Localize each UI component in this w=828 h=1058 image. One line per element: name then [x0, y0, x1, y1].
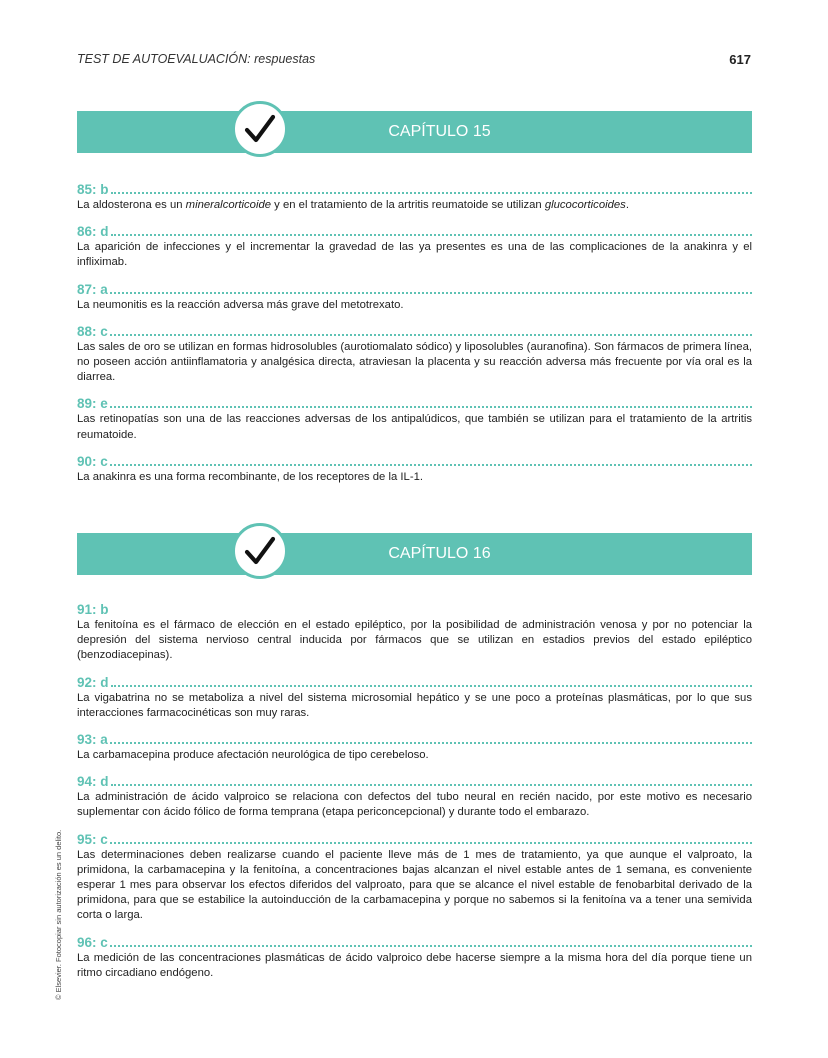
answer-text: La medición de las concentraciones plasmáticas de ácido valproico debe hacerse siempre a la misma hora del día porque tiene un ritmo circadiano endógeno. [77, 951, 752, 979]
answer-text-italic: glucocorticoides [544, 199, 626, 211]
answer-label: 93: a [77, 732, 108, 748]
running-header [77, 52, 315, 66]
answer-text: Las retinopatías son una de las reacciones adversas de los antipalúdicos, que también se utilizan para el tratamiento de la artritis reumatoide. [77, 413, 752, 441]
answer-text [77, 198, 752, 213]
answer-label: 88: c [77, 323, 108, 339]
answer-label: 96: c [77, 934, 108, 950]
answer-text-italic: mineralcorticoide [185, 199, 272, 211]
answer-text-part: y en el tratamiento de la artritis reumatoide se utilizan [271, 199, 545, 211]
answer-item [77, 730, 752, 763]
answer-text: La neumonitis es la reacción adversa más grave del metotrexato. [77, 298, 404, 311]
page-number: 617 [729, 52, 751, 67]
chapter-title: CAPÍTULO 15 [388, 123, 491, 140]
answer-item [77, 933, 752, 981]
answer-text: Las sales de oro se utilizan en formas hidrosolubles (aurotiomalato sódico) y liposolubles (auranofina). Son fármacos de primera línea, no poseen acción antiinflamatoria y analgésica directa, atraviesan la placenta y su reacción adversa más frecuente por vía oral es la diarrea. [77, 340, 752, 384]
answer-label: 85: b [77, 182, 109, 197]
answer-item [77, 180, 752, 213]
answer-label: 90: c [77, 453, 108, 469]
answer-label: 94: d [77, 774, 109, 790]
answer-item [77, 673, 752, 721]
answer-text-part: . [625, 199, 629, 211]
answer-item [77, 280, 752, 313]
answer-item [77, 602, 752, 664]
running-header-title: TEST DE AUTOEVALUACIÓN: [77, 52, 251, 66]
answer-label: 87: a [77, 281, 108, 297]
chapter-title: CAPÍTULO 16 [388, 545, 491, 562]
answer-item [77, 322, 752, 386]
answer-text: Las determinaciones deben realizarse cuando el paciente lleve más de 1 mes de tratamiento, ya que aunque el valproato, la primidona, la carbamacepina y la fenitoína, a concentraciones bajas alcanzan el nivel estable antes de 1 semana, es conveniente esperar 1 mes para observar los efectos diferidos del valproato, para que se alcance el nivel estable de fenobarbital derivado de la primidona, para que se estabilice la autoinducción de la carbamacepina y porque no sabemos si la fenitoína va a tener una semivida corta o larga. [77, 848, 752, 922]
answer-item [77, 394, 752, 442]
copyright-side-note: © Elsevier. Fotocopiar sin autorización es un delito. [54, 829, 63, 1000]
answer-text: La administración de ácido valproico se relaciona con defectos del tubo neural en recién nacido, por este motivo es necesario suplementar con ácido fólico de forma temprana (etapa periconcepcional) y durante todo el embarazo. [77, 791, 752, 819]
answer-text: La vigabatrina no se metaboliza a nivel del sistema microsomial hepático y se une poco a proteínas plasmáticas, por lo que sus interacciones farmacocinéticas son muy raras. [77, 691, 752, 719]
chapter-15-band [77, 111, 752, 153]
answer-text: La fenitoína es el fármaco de elección en el estado epiléptico, por la posibilidad de administración venosa y por no potenciar la depresión del sistema nervioso central inducida por fármacos que se utilizan en estadios previos del estado epiléptico (benzodiacepinas). [77, 619, 752, 662]
answer-text: La anakinra es una forma recombinante, de los receptores de la IL-1. [77, 470, 424, 483]
running-header-subtitle: respuestas [250, 52, 316, 66]
answer-text: La carbamacepina produce afectación neurológica de tipo cerebeloso. [77, 749, 429, 762]
answer-text: La aparición de infecciones y el incrementar la gravedad de las ya presentes es una de las complicaciones de la anakinra y el infliximab. [77, 241, 752, 269]
answer-label: 95: c [77, 831, 108, 847]
answer-label: 92: d [77, 674, 109, 690]
answer-item [77, 772, 752, 820]
chapter-16-band [77, 533, 752, 575]
answer-item [77, 452, 752, 485]
answer-label: 91: b [77, 602, 109, 617]
answer-label: 86: d [77, 224, 109, 240]
answer-label: 89: e [77, 396, 108, 412]
chapter-16-answers [77, 602, 752, 990]
chapter-15-answers [77, 180, 752, 494]
answer-item [77, 830, 752, 924]
answer-text-part: La aldosterona es un [77, 199, 186, 211]
answer-item [77, 222, 752, 270]
